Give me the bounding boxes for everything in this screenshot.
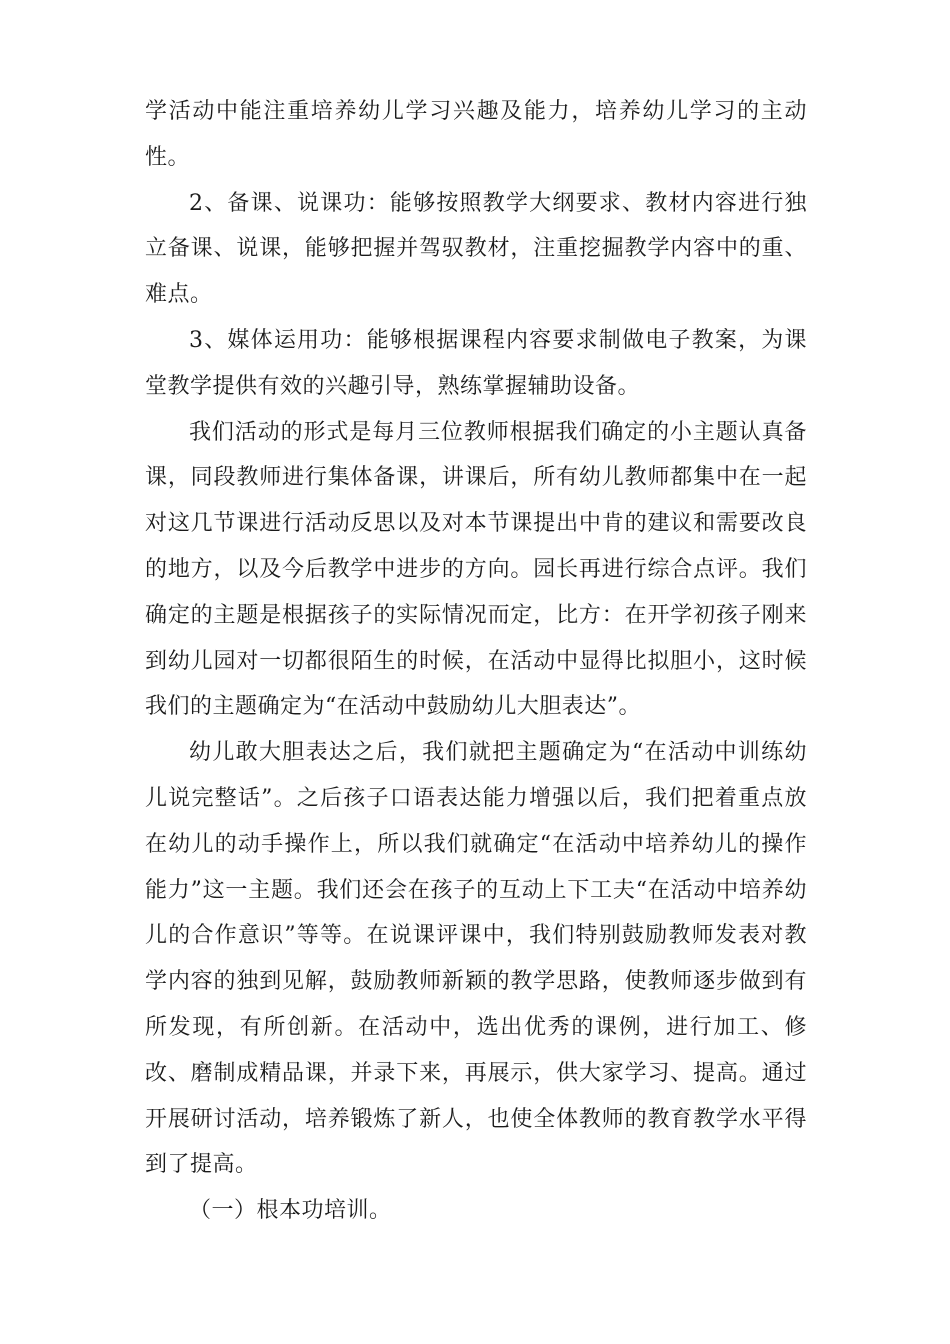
paragraph-1: 学活动中能注重培养幼儿学习兴趣及能力，培养幼儿学习的主动性。 [145, 99, 807, 170]
paragraph-3: 3、媒体运用功：能够根据课程内容要求制做电子教案，为课堂教学提供有效的兴趣引导，熟练掌握辅助设备。 [145, 327, 807, 399]
paragraph-4: 我们活动的形式是每月三位教师根据我们确定的小主题认真备课，同段教师进行集体备课，讲课后，所有幼儿教师都集中在一起对这几节课进行活动反思以及对本节课提出中肯的建议和需要改良的地方，以及今后教学中进步的方向。园长再进行综合点评。我们确定的主题是根据孩子的实际情况而定，比方：在开学初孩子刚来到幼儿园对一切都很陌生的时候，在活动中显得比拟胆小，这时候我们的主题确定为“在活动中鼓励幼儿大胆表达”。 [145, 419, 807, 720]
paragraph-2: 2、备课、说课功：能够按照教学大纲要求、教材内容进行独立备课、说课，能够把握并驾驭教材，注重挖掘教学内容中的重、难点。 [145, 190, 807, 308]
document-body [145, 89, 807, 1234]
section-heading: （一）根本功培训。 [189, 1198, 392, 1224]
paragraph-5: 幼儿敢大胆表达之后，我们就把主题确定为“在活动中训练幼儿说完整话”。之后孩子口语表达能力增强以后，我们把着重点放在幼儿的动手操作上，所以我们就确定“在活动中培养幼儿的操作能力”这一主题。我们还会在孩子的互动上下工夫“在活动中培养幼儿的合作意识”等等。在说课评课中，我们特别鼓励教师发表对教学内容的独到见解，鼓励教师新颖的教学思路，使教师逐步做到有所发现，有所创新。在活动中，选出优秀的课例，进行加工、修改、磨制成精品课，并录下来，再展示，供大家学习、提高。通过开展研讨活动，培养锻炼了新人，也使全体教师的教育教学水平得到了提高。 [145, 740, 807, 1178]
